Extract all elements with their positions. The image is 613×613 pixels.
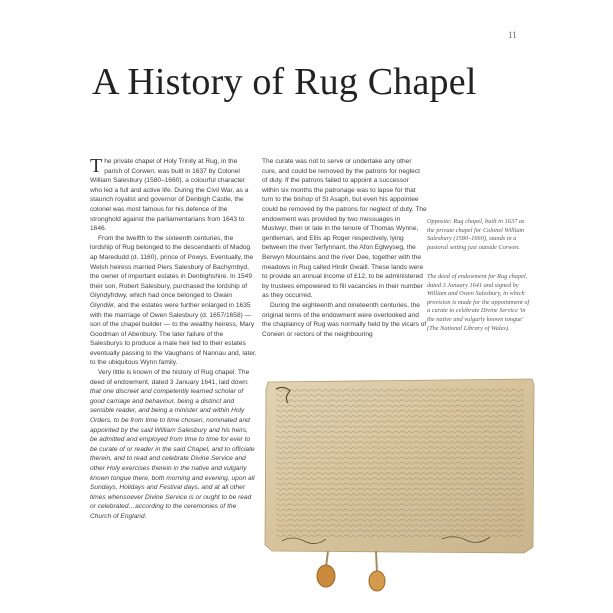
- lordship-paragraph: From the twelfth to the sixteenth centuries, the lordship of Rug belonged to the descendants of Madog ap Maredudd (d. 1160), prince of Powys. Eventually, the Welsh heiress married Piers Salesbury of Bachymbyd, the owner of important estates in Denbighshire. In 1549 their son, Robert Salesbury, purchased the lordship of Glyndyfrdwy, which had once belonged to Owain Glyndŵr, and the estates were further enlarged in 1635 with the marriage of Owen Salesbury (d. 1657/1658) — son of the chapel builder — to the wealthy heiress, Mary Goodman of Abenbury. The later failure of the Salesburys to produce a male heir led to their estates eventually passing to the Vaughans of Nannau and, later, to the ubiquitous Wynn family.: [90, 234, 257, 367]
- page-title: A History of Rug Chapel: [92, 61, 477, 103]
- deed-of-endowment-image: [262, 377, 537, 592]
- wax-seal-left: [317, 565, 335, 587]
- body-column-1: [90, 157, 257, 522]
- wax-seal-right: [369, 571, 385, 591]
- intro-paragraph-text: he private chapel of Holy Trinity at Rug, in the parish of Corwen, was built in 1637 by Colonel William Salesbury (1580–1660), a colourful character who led a full and active life. During the Civil War, as a staunch royalist and governor of Denbigh Castle, the colonel was most famous for his defence of the stronghold against the parliamentarians from 1643 to 1646.: [90, 158, 249, 233]
- handwritten-text-block: [276, 389, 524, 537]
- deed-quote: that one discreet and competently learned scholar of good carriage and behaviour, being a distinct and sensible reader, and being a minister and within Holy Orders, to be from time to time chosen, nominated and appointed by the said William Salesbury and his heirs, be admitted and employed from time to time for ever to be curate of or reader in the said Chapel, and to officiate therein, and to read and celebrate Divine Service and other Holy exercises therein in the native and vulgarly known tongue there, both morning and evening, upon all Sundays, Holidays and Festival days, and at all other times whensoever Divine Service is or ought to be read or celebrated…according to the ceremonies of the Church of England.: [90, 388, 255, 520]
- drop-cap: T: [90, 155, 103, 177]
- intro-paragraph: [90, 157, 257, 234]
- chapel-photo-caption: Opposite: Rug chapel, built in 1637 as the private chapel for Colonel William Salesbury (1580–1660), stands in a pastoral setting just outside Corwen.: [427, 218, 525, 251]
- page-number: 11: [508, 30, 517, 40]
- deed-caption: The deed of endowment for Rug chapel, dated 3 January 1641 and signed by William and Owen Salesbury, in which provision is made for the appointment of a curate to celebrate Divine Service 'in the native and vulgarly known tongue' (The National Library of Wales).: [427, 273, 530, 332]
- curate-paragraph: The curate was not to serve or undertake any other cure, and could be removed by the patrons for neglect of duty. If the patrons failed to appoint a successor within six months the patronage was to lapse for that turn to the bishop of St Asaph, but even his appointee could be removed by the patrons for neglect of duty. The endowment was provided by two messuages in Mustwyr, then or late in the tenure of Thomas Wynne, gentleman, and Ellis ap Roger respectively, lying between the river Terfynnant, the Afon Eglwyseg, the Berwyn Mountains and the river Dee, together with the meadows in Rug called Hirdir Gwaill. These lands were to provide an annual income of £12, to be administered by trustees empowered to fill vacancies in their number as they occurred.: [262, 158, 427, 300]
- later-history-paragraph: During the eighteenth and nineteenth centuries, the original terms of the endowment were overlooked and the chaplaincy of Rug was normally held by the vicars of Corwen or rectors of the neighbouring: [262, 301, 427, 338]
- deed-intro-paragraph: Very little is known of the history of Rug chapel. The deed of endowment, dated 3 January 1641, laid down:: [90, 369, 250, 386]
- body-column-2: [262, 157, 427, 339]
